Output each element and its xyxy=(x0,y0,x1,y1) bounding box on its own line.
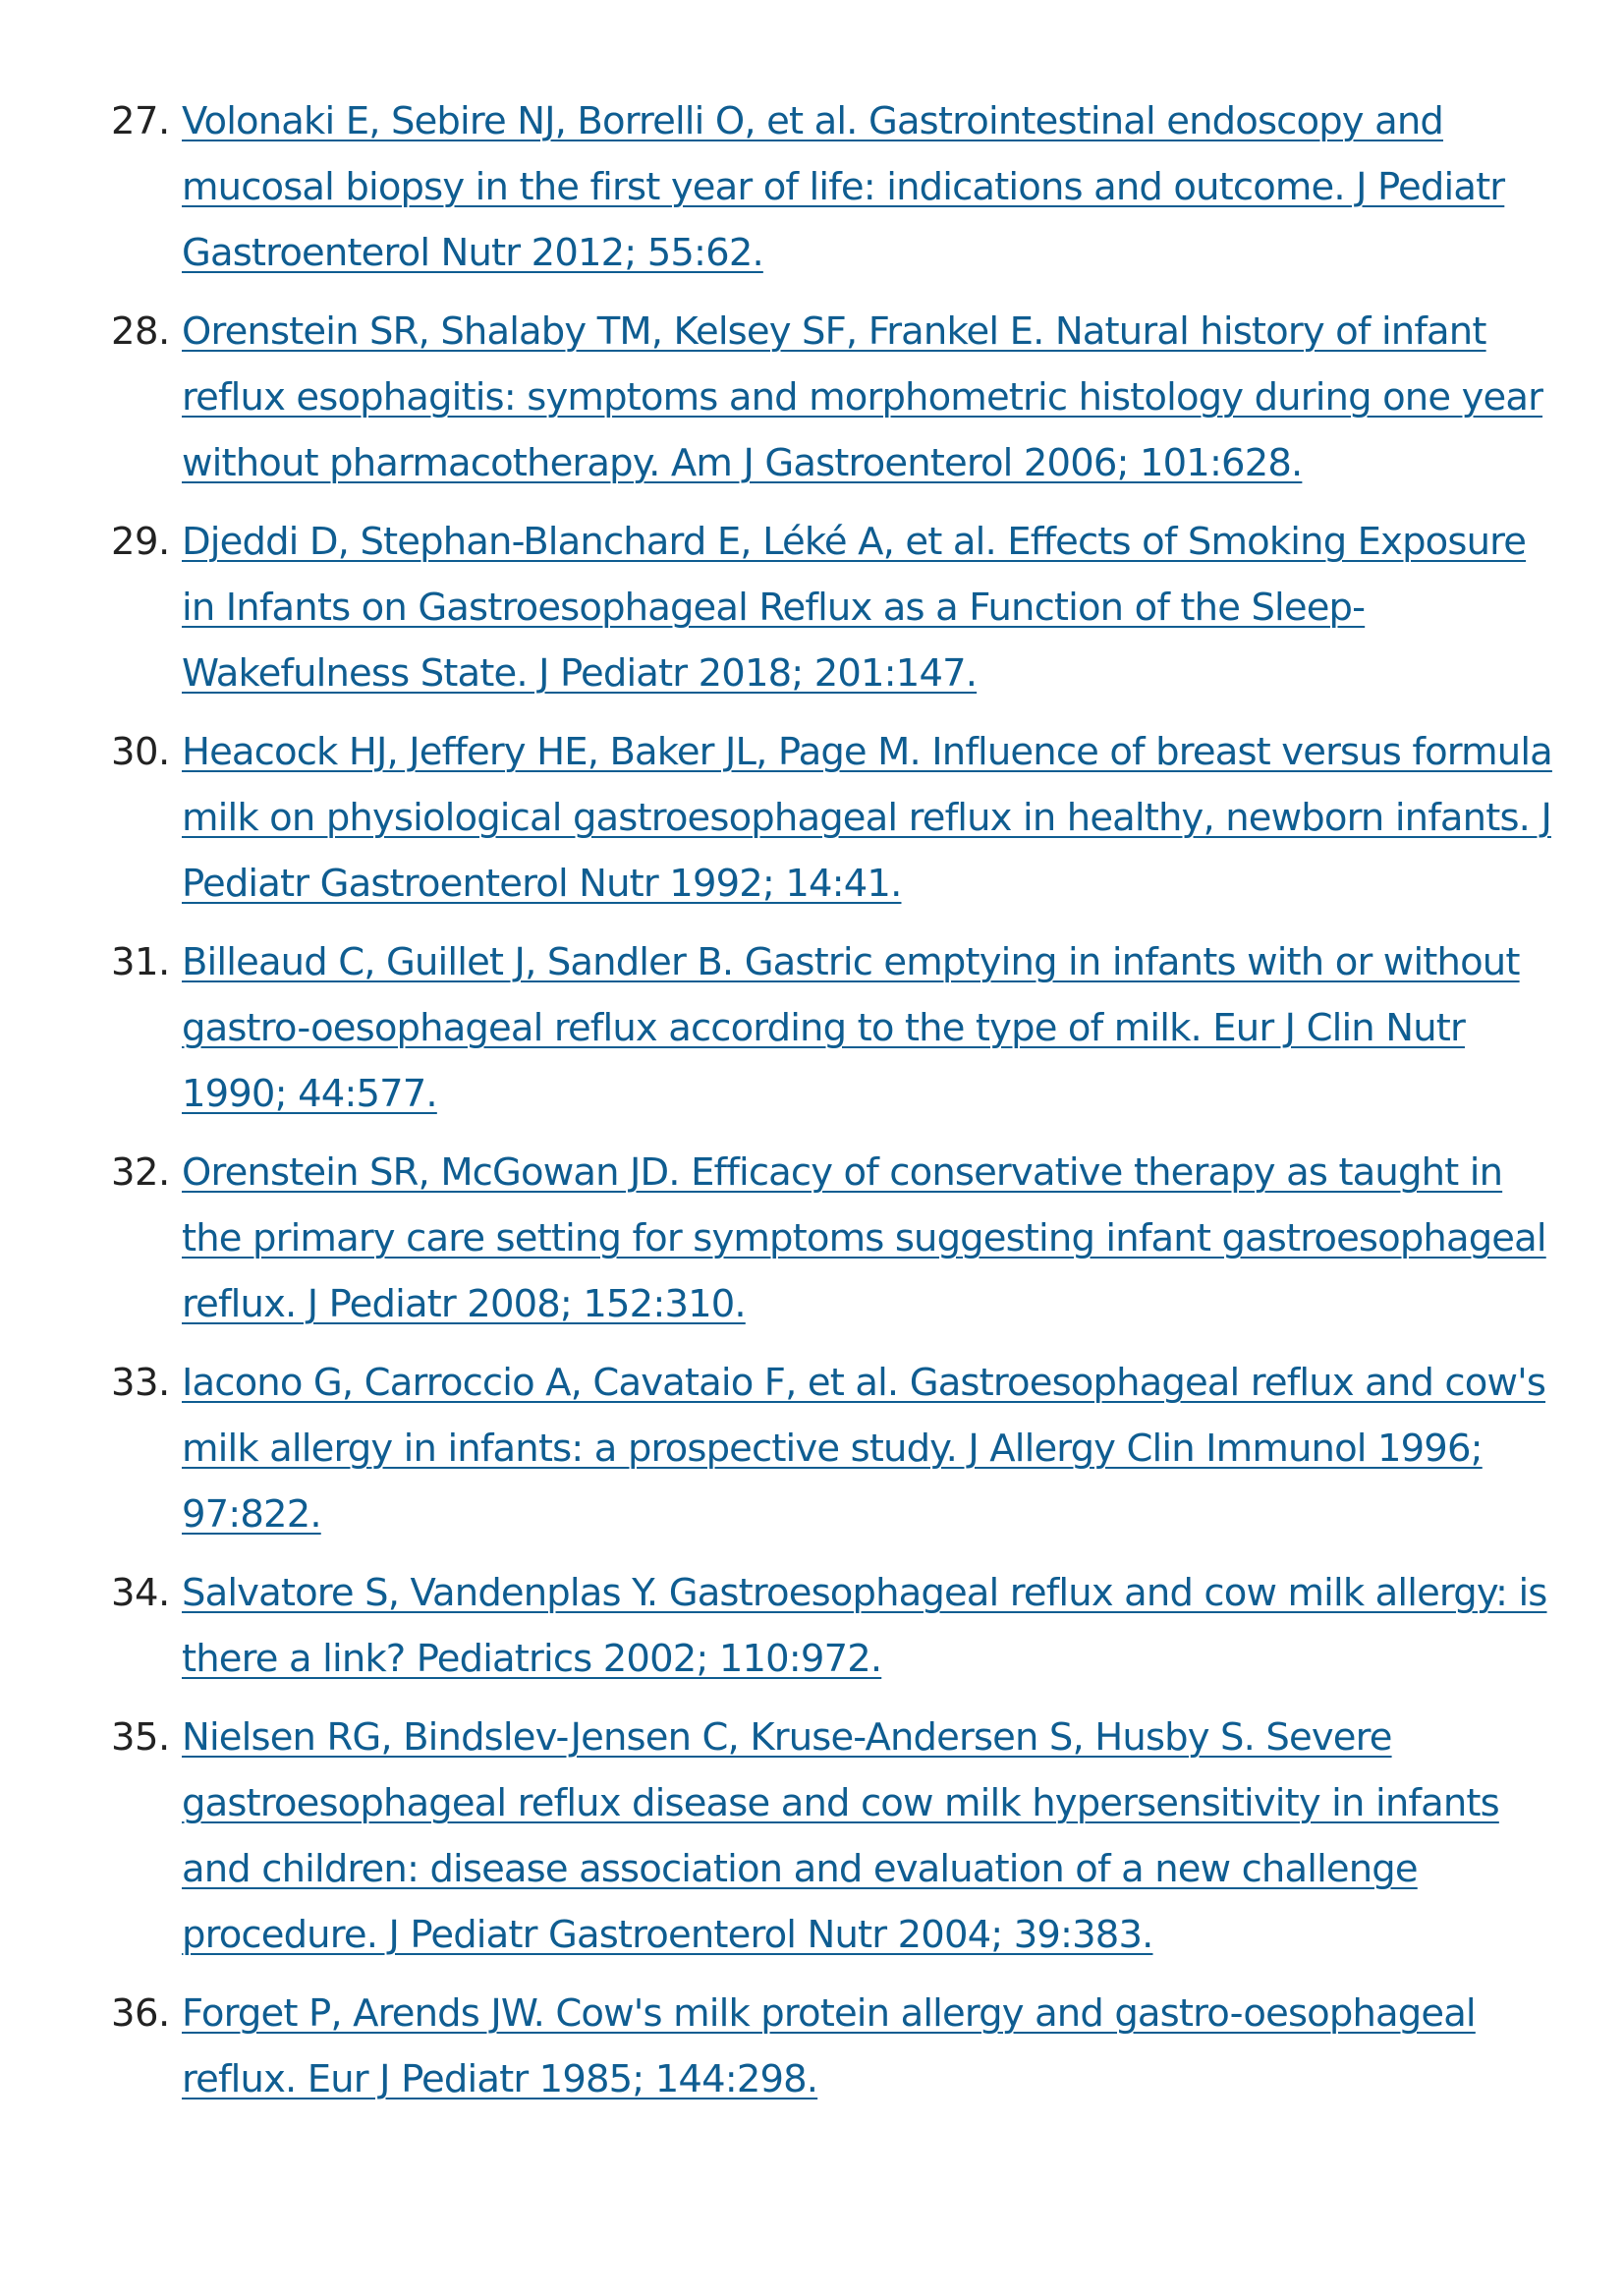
reference-number: 29. xyxy=(111,520,170,564)
reference-number: 27. xyxy=(111,99,170,143)
reference-link[interactable]: Heacock HJ, Jeffery HE, Baker JL, Page M. Influence of breast versus formula milk on physiological gastroesophageal reflux in healthy, newborn infants. J Pediatr Gastroenterol Nutr 1992; 14:41. xyxy=(182,730,1552,906)
reference-link[interactable]: Volonaki E, Sebire NJ, Borrelli O, et al. Gastrointestinal endoscopy and mucosal biopsy in the first year of life: indications and outcome. J Pediatr Gastroenterol Nutr 2012; 55:62. xyxy=(182,99,1505,275)
reference-number: 35. xyxy=(111,1715,170,1760)
reference-item xyxy=(0,509,1624,706)
reference-number: 31. xyxy=(111,940,170,984)
reference-number: 36. xyxy=(111,1991,170,2036)
reference-link[interactable]: Billeaud C, Guillet J, Sandler B. Gastric emptying in infants with or without gastro-oesophageal reflux according to the type of milk. Eur J Clin Nutr 1990; 44:577. xyxy=(182,940,1520,1116)
reference-number: 34. xyxy=(111,1571,170,1615)
reference-item xyxy=(0,719,1624,917)
reference-link[interactable]: Orenstein SR, McGowan JD. Efficacy of conservative therapy as taught in the primary care setting for symptoms suggesting infant gastroesophageal reflux. J Pediatr 2008; 152:310. xyxy=(182,1150,1546,1326)
reference-item xyxy=(0,88,1624,286)
reference-item xyxy=(0,1140,1624,1337)
reference-number: 30. xyxy=(111,730,170,774)
reference-number: 28. xyxy=(111,309,170,354)
reference-item xyxy=(0,1350,1624,1547)
reference-item xyxy=(0,1981,1624,2112)
reference-link[interactable]: Orenstein SR, Shalaby TM, Kelsey SF, Frankel E. Natural history of infant reflux esophagitis: symptoms and morphometric histology during one year without pharmacotherapy. Am J Gastroenterol 2006; 101:628. xyxy=(182,309,1543,485)
reference-item xyxy=(0,1560,1624,1692)
reference-item xyxy=(0,1705,1624,1968)
reference-link[interactable]: Salvatore S, Vandenplas Y. Gastroesophageal reflux and cow milk allergy: is there a link? Pediatrics 2002; 110:972. xyxy=(182,1571,1547,1681)
reference-link[interactable]: Forget P, Arends JW. Cow's milk protein allergy and gastro-oesophageal reflux. Eur J Pediatr 1985; 144:298. xyxy=(182,1991,1476,2101)
reference-item xyxy=(0,929,1624,1127)
reference-link[interactable]: Nielsen RG, Bindslev-Jensen C, Kruse-Andersen S, Husby S. Severe gastroesophageal reflux disease and cow milk hypersensitivity in infants and children: disease association and evaluation of a new challenge procedure. J Pediatr Gastroenterol Nutr 2004; 39:383. xyxy=(182,1715,1499,1957)
reference-link[interactable]: Iacono G, Carroccio A, Cavataio F, et al. Gastroesophageal reflux and cow's milk allergy in infants: a prospective study. J Allergy Clin Immunol 1996; 97:822. xyxy=(182,1361,1546,1537)
reference-number: 33. xyxy=(111,1361,170,1405)
reference-link[interactable]: Djeddi D, Stephan-Blanchard E, Léké A, et al. Effects of Smoking Exposure in Infants on Gastroesophageal Reflux as a Function of the Sleep-Wakefulness State. J Pediatr 2018; 201:147. xyxy=(182,520,1527,696)
reference-number: 32. xyxy=(111,1150,170,1195)
reference-list xyxy=(0,88,1624,2125)
reference-item xyxy=(0,299,1624,496)
